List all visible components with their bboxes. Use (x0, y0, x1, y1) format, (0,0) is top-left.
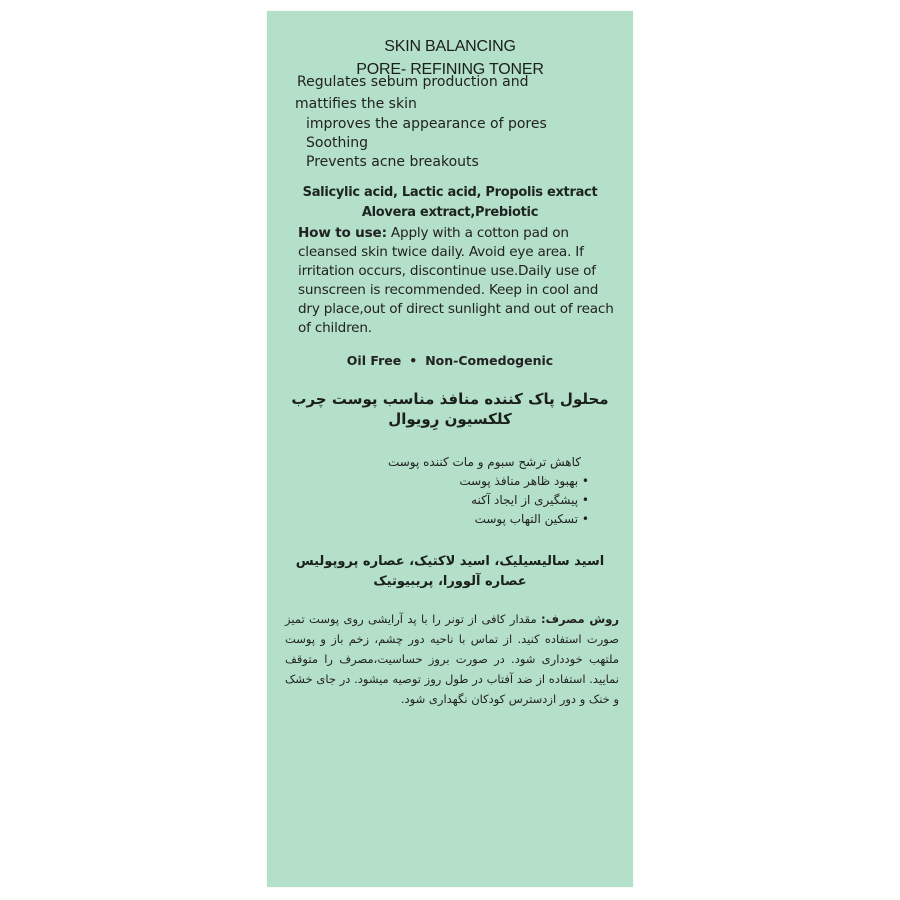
benefit-fa-item: • پیشگیری از ایجاد آکنه (388, 491, 589, 510)
product-label-panel (267, 11, 633, 887)
how-to-use-fa-text: مقدار کافی از تونر را با پد آرایشی روی پوست تمیز صورت استفاده کنید. از تماس با ناحیه دور چشم، زخم باز و پوست ملتهب خودداری شود. در صورت بروز حساسیت،مصرف را متوقف نمایید. استفاده از ضد آفتاب در طول روز توصیه میشود. در جای خشک و خنک و دور ازدسترس کودکان نگهداری شود. (285, 612, 619, 706)
how-to-use-fa (285, 609, 619, 709)
ingredients-fa-line-1: اسید سالیسیلیک، اسید لاکتیک، عصاره پروپولیس (295, 554, 605, 569)
title-fa-line-2: کلکسیون رِویوال (388, 410, 512, 428)
benefit-fa-item: • تسکین التهاب پوست (388, 510, 589, 529)
title-fa-line-1: محلول پاک کننده منافذ مناسب پوست چرب (291, 390, 609, 408)
benefit-item: Soothing (306, 135, 369, 151)
bullet-separator-icon: • (409, 353, 418, 368)
ingredients-fa-line-2: عصاره آلوورا، پریبیوتیک (373, 574, 527, 589)
title-line-2: PORE- REFINING TONER (356, 61, 544, 78)
benefits-list-fa (388, 453, 589, 529)
ingredients-line-2: Alovera extract,Prebiotic (361, 205, 539, 220)
how-to-use-fa-label: روش مصرف: (541, 612, 619, 626)
benefit-item: improves the appearance of pores (306, 116, 547, 132)
ingredients-fa (267, 552, 633, 592)
ingredients-line-1: Salicylic acid, Lactic acid, Propolis extract (302, 185, 598, 200)
benefit-item: Regulates sebum production and (297, 74, 529, 90)
benefit-item: mattifies the skin (295, 96, 417, 112)
features-line (267, 353, 633, 368)
product-title-fa (267, 389, 633, 429)
benefit-fa-lead: کاهش ترشح سبوم و مات کننده پوست (387, 455, 581, 469)
how-to-use-label: How to use: (298, 225, 387, 241)
title-line-1: SKIN BALANCING (384, 38, 516, 55)
feature-oil-free: Oil Free (346, 353, 402, 368)
feature-non-comedogenic: Non-Comedogenic (425, 353, 554, 368)
benefit-fa-item: • بهبود ظاهر منافذ پوست (388, 472, 589, 491)
how-to-use-en (298, 224, 618, 338)
how-to-use-text: Apply with a cotton pad on cleansed skin twice daily. Avoid eye area. If irritation occurs, discontinue use.Daily use of sunscreen is recommended. Keep in cool and dry place,out of direct sunlight and out of reach of children. (298, 225, 614, 336)
benefit-item: Prevents acne breakouts (306, 154, 479, 170)
ingredients-en (267, 183, 633, 223)
